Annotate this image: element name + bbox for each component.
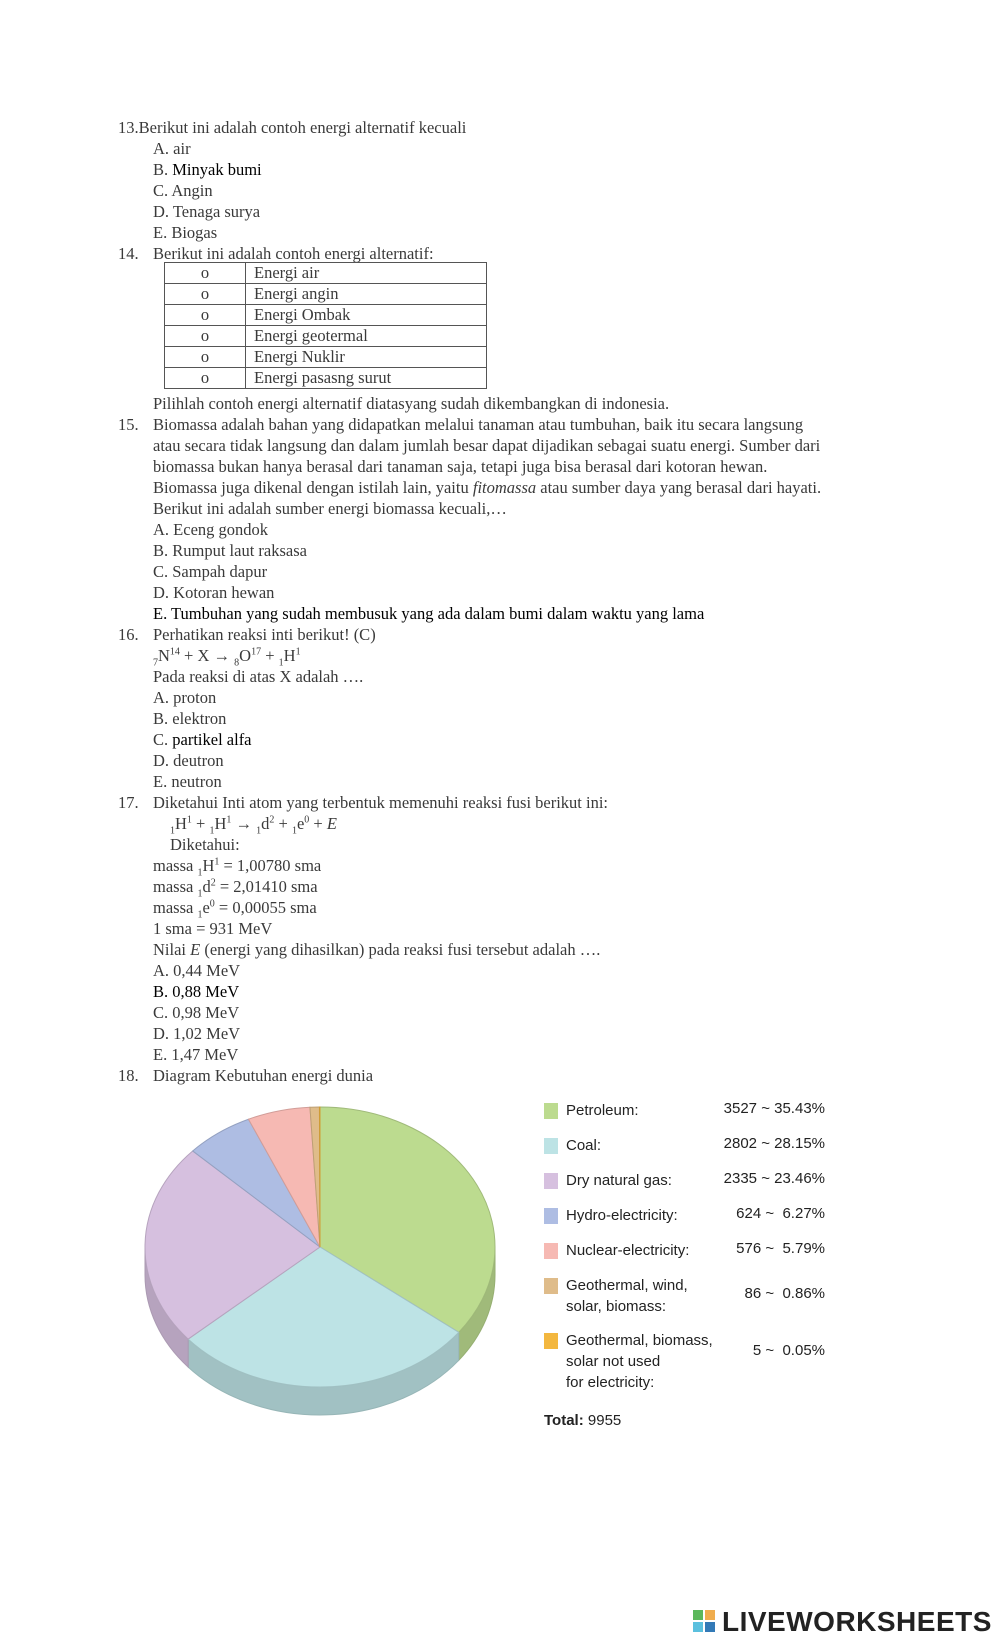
q14-table — [164, 262, 487, 389]
table-row[interactable] — [165, 305, 487, 326]
legend-label: Petroleum: — [566, 1102, 639, 1119]
logo-square — [705, 1622, 715, 1632]
legend-swatch — [544, 1278, 558, 1294]
bullet: o — [165, 263, 246, 284]
table-cell: Energi Nuklir — [246, 347, 487, 368]
q15-option-d[interactable]: D. Kotoran hewan — [153, 583, 275, 602]
italic-term: fitomassa — [472, 478, 537, 497]
q17-mass-h: massa $_1H^1 = 1,00780$ sma — [153, 856, 322, 879]
table-cell: Energi Ombak — [246, 305, 487, 326]
q13-stem: 13.Berikut ini adalah contoh energi alternatif kecuali — [118, 118, 467, 137]
chart-total — [544, 1410, 621, 1431]
q15-line — [153, 478, 821, 498]
q17-question: Nilai E (energi yang dihasilkan) pada reaksi fusi tersebut adalah …. — [153, 940, 601, 959]
table-row[interactable] — [165, 284, 487, 305]
legend-label: Coal: — [566, 1137, 602, 1154]
q15-answer: Tumbuhan yang sudah membusuk yang ada dalam bumi dalam waktu yang lama — [171, 604, 705, 623]
q13-answer: Minyak bumi — [172, 160, 262, 179]
legend-swatch — [544, 1173, 558, 1189]
total-label: Total: — [544, 1412, 584, 1429]
legend-value: 2802 ~ 28.15% — [723, 1135, 825, 1152]
q17-mass-e: massa $_1e^0 = 0,00055$ sma — [153, 898, 317, 921]
bullet: o — [165, 347, 246, 368]
q14-stem: Berikut ini adalah contoh energi alternatif: — [153, 244, 434, 263]
q17-known-label: Diketahui: — [170, 835, 240, 854]
liveworksheets-logo-icon — [693, 1610, 717, 1634]
q16-option-d[interactable]: D. deutron — [153, 751, 224, 770]
q16-number: 16. — [118, 625, 139, 644]
q13-option-b[interactable] — [153, 160, 262, 180]
legend-value: 2335 ~ 23.46% — [723, 1170, 825, 1187]
legend-value: 3527 ~ 35.43% — [723, 1100, 825, 1117]
legend-value: 86 ~ 0.86% — [744, 1285, 825, 1302]
legend-label: Hydro-electricity: — [566, 1207, 678, 1224]
q16-option-a[interactable]: A. proton — [153, 688, 217, 707]
text: atau sumber daya yang berasal dari hayati. — [536, 478, 822, 497]
q17-conversion: 1 sma = 931 MeV — [153, 919, 273, 938]
total-value: 9955 — [587, 1412, 622, 1429]
bullet: o — [165, 284, 246, 305]
q15-option-e[interactable] — [153, 604, 704, 624]
q14-question: Pilihlah contoh energi alternatif diatasyang sudah dikembangkan di indonesia. — [153, 394, 670, 413]
legend-label: Nuclear-electricity: — [566, 1242, 690, 1259]
q16-answer: partikel alfa — [172, 730, 252, 749]
option-label: B. — [153, 160, 169, 179]
table-cell: Energi pasasng surut — [246, 368, 487, 389]
table-row[interactable] — [165, 263, 487, 284]
bullet: o — [165, 326, 246, 347]
text: Biomassa juga dikenal dengan istilah lain, yaitu — [153, 478, 473, 497]
q17-reaction: $_1H^1 + _1H^1 \to _1d^2 + _1e^0 + E$ — [170, 814, 337, 837]
q16-option-e[interactable]: E. neutron — [153, 772, 222, 791]
q16-stem: Perhatikan reaksi inti berikut! (C) — [153, 625, 376, 644]
q15-option-a[interactable]: A. Eceng gondok — [153, 520, 269, 539]
q15-question: Berikut ini adalah sumber energi biomassa kecuali,… — [153, 499, 507, 518]
option-label: E. — [153, 604, 168, 623]
q16-option-b[interactable]: B. elektron — [153, 709, 227, 728]
legend-label: Geothermal, biomass, solar not used for electricity: — [566, 1332, 713, 1391]
energy-pie-chart — [140, 1092, 500, 1432]
q14-number: 14. — [118, 244, 139, 263]
legend-swatch — [544, 1138, 558, 1154]
logo-square — [693, 1622, 703, 1632]
logo-square — [693, 1610, 703, 1620]
table-row[interactable] — [165, 326, 487, 347]
q15-option-c[interactable]: C. Sampah dapur — [153, 562, 268, 581]
q13-option-e[interactable]: E. Biogas — [153, 223, 218, 242]
q17-option-e[interactable]: E. 1,47 MeV — [153, 1045, 239, 1064]
table-cell: Energi air — [246, 263, 487, 284]
liveworksheets-brand[interactable]: LIVEWORKSHEETS — [722, 1606, 992, 1637]
legend-label: Dry natural gas: — [566, 1172, 672, 1189]
table-row[interactable] — [165, 368, 487, 389]
q15-number: 15. — [118, 415, 139, 434]
q13-option-c[interactable]: C. Angin — [153, 181, 213, 200]
q17-option-c[interactable]: C. 0,98 MeV — [153, 1003, 240, 1022]
legend-value: 624 ~ 6.27% — [736, 1205, 825, 1222]
logo-square — [705, 1610, 715, 1620]
q15-line: biomassa bukan hanya berasal dari tanaman saja, tetapi juga bisa berasal dari kotoran hewan. — [153, 457, 768, 476]
q15-option-b[interactable]: B. Rumput laut raksasa — [153, 541, 307, 560]
q17-option-b[interactable]: B. 0,88 MeV — [153, 982, 240, 1001]
q15-line: atau secara tidak langsung dan dalam jumlah besar dapat dijadikan sebagai suatu energi. Sumber dari — [153, 436, 821, 455]
q16-option-c[interactable] — [153, 730, 252, 750]
legend-swatch — [544, 1208, 558, 1224]
option-label: C. — [153, 730, 169, 749]
q17-option-a[interactable]: A. 0,44 MeV — [153, 961, 241, 980]
legend-swatch — [544, 1103, 558, 1119]
q17-mass-d: massa $_1d^2 = 2,01410$ sma — [153, 877, 318, 900]
legend-swatch — [544, 1243, 558, 1259]
legend-swatch — [544, 1333, 558, 1349]
pie-slice[interactable] — [319, 1107, 320, 1247]
q13-option-a[interactable]: A. air — [153, 139, 191, 158]
q18-stem: Diagram Kebutuhan energi dunia — [153, 1066, 374, 1085]
q17-number: 17. — [118, 793, 139, 812]
q17-option-d[interactable]: D. 1,02 MeV — [153, 1024, 241, 1043]
bullet: o — [165, 305, 246, 326]
q16-reaction: $_7N^{14} + X \to _8O^{17} + _1H^1$ — [153, 646, 301, 669]
table-cell: Energi angin — [246, 284, 487, 305]
q17-stem: Diketahui Inti atom yang terbentuk memenuhi reaksi fusi berikut ini: — [153, 793, 609, 812]
q15-line: Biomassa adalah bahan yang didapatkan melalui tanaman atau tumbuhan, baik itu secara langsung — [153, 415, 804, 434]
q16-question: Pada reaksi di atas X adalah …. — [153, 667, 364, 686]
legend-value: 576 ~ 5.79% — [736, 1240, 825, 1257]
q13-option-d[interactable]: D. Tenaga surya — [153, 202, 261, 221]
table-row[interactable] — [165, 347, 487, 368]
table-cell: Energi geotermal — [246, 326, 487, 347]
bullet: o — [165, 368, 246, 389]
legend-label: Geothermal, wind, solar, biomass: — [566, 1277, 688, 1315]
q18-number: 18. — [118, 1066, 139, 1085]
legend-value: 5 ~ 0.05% — [752, 1342, 825, 1359]
